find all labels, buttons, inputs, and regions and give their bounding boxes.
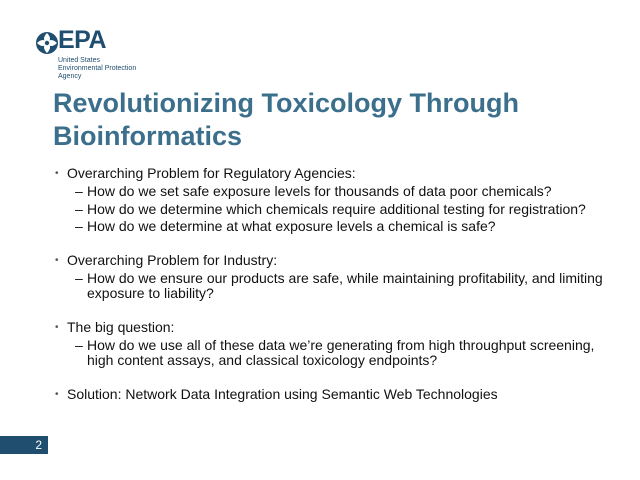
sub-bullet-text: How do we determine which chemicals require additional testing for registration? bbox=[87, 200, 586, 217]
epa-flower-icon bbox=[35, 31, 59, 55]
sub-bullet-item bbox=[55, 202, 620, 218]
bullet-item bbox=[55, 319, 620, 336]
page-number-text: 2 bbox=[35, 438, 42, 452]
bullet-group bbox=[55, 319, 620, 369]
bullet-item bbox=[55, 386, 620, 403]
agency-line: United States bbox=[58, 57, 101, 64]
sub-bullet-item bbox=[55, 219, 620, 235]
slide-title: Revolutionizing Toxicology Through Bioinformatics bbox=[53, 88, 519, 151]
bullet-text: Solution: Network Data Integration using Semantic Web Technologies bbox=[67, 385, 498, 402]
sub-bullet-text: How do we ensure our products are safe, while maintaining profitability, and limiting exposure to liability? bbox=[87, 269, 603, 301]
dash-icon: – bbox=[75, 200, 83, 217]
bullet-group bbox=[55, 165, 620, 235]
epa-agency-name bbox=[58, 57, 136, 81]
sub-bullet-text: How do we set safe exposure levels for thousands of data poor chemicals? bbox=[87, 183, 552, 199]
bullet-text: Overarching Problem for Industry: bbox=[67, 251, 278, 268]
bullet-dot-icon: • bbox=[55, 254, 59, 266]
epa-logo bbox=[35, 26, 195, 83]
sub-bullet-item bbox=[55, 338, 620, 369]
slide-body bbox=[55, 165, 620, 420]
bullet-item bbox=[55, 165, 620, 182]
bullet-group bbox=[55, 386, 620, 403]
agency-line: Agency bbox=[58, 73, 82, 80]
dash-icon: – bbox=[75, 218, 83, 234]
bullet-dot-icon: • bbox=[55, 321, 59, 333]
page-number bbox=[0, 436, 48, 454]
dash-icon: – bbox=[75, 269, 83, 286]
dash-icon: – bbox=[75, 336, 83, 353]
dash-icon: – bbox=[75, 183, 83, 199]
sub-bullet-item bbox=[55, 271, 620, 302]
bullet-item bbox=[55, 252, 620, 269]
bullet-dot-icon: • bbox=[55, 388, 59, 400]
sub-bullet-text: How do we use all of these data we’re generating from high throughput screening, high content assays, and classical toxicology endpoints? bbox=[87, 336, 595, 368]
bullet-dot-icon: • bbox=[55, 168, 59, 179]
agency-line: Environmental Protection bbox=[58, 65, 137, 72]
bullet-text: Overarching Problem for Regulatory Agencies: bbox=[67, 165, 356, 181]
sub-bullet-text: How do we determine at what exposure levels a chemical is safe? bbox=[87, 218, 496, 234]
sub-bullet-item bbox=[55, 184, 620, 200]
epa-wordmark: EPA bbox=[58, 26, 107, 54]
bullet-text: The big question: bbox=[67, 318, 175, 335]
bullet-group bbox=[55, 252, 620, 302]
